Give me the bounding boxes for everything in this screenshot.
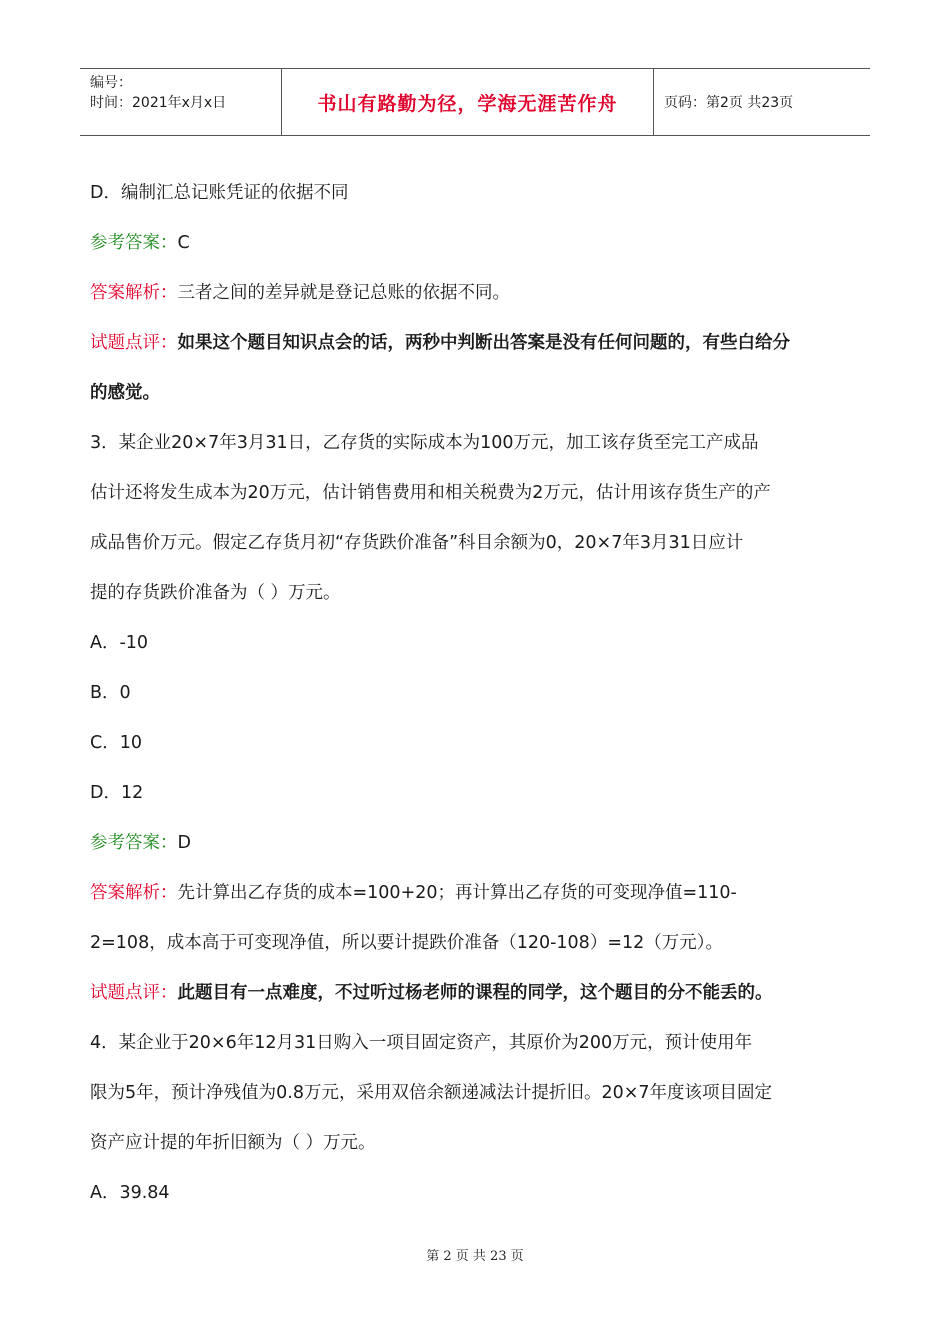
analysis-label: 答案解析： — [90, 883, 178, 903]
answer-analysis-2 — [90, 268, 860, 318]
answer-label: 参考答案： — [90, 233, 178, 253]
comment-3 — [90, 968, 860, 1018]
document-number-label: 编号： — [90, 75, 132, 91]
document-body — [90, 168, 860, 1218]
answer-value: C — [177, 233, 190, 253]
header-page-info: 页码：第2页 共23页 — [664, 95, 794, 111]
question-4-option-a: A．39.84 — [90, 1183, 170, 1203]
question-3-option-b: B．0 — [90, 683, 131, 703]
document-date: 时间：2021年x月x日 — [90, 95, 227, 111]
header-meta — [80, 69, 281, 135]
answer-analysis-3-continued: 2=108，成本高于可变现净值，所以要计提跌价准备（120-108）=12（万元）。 — [90, 933, 723, 953]
analysis-text: 三者之间的差异就是登记总账的依据不同。 — [177, 283, 510, 303]
question-3-option-a: A．-10 — [90, 633, 149, 653]
analysis-text: 先计算出乙存货的成本=100+20；再计算出乙存货的可变现净值=110- — [177, 883, 737, 903]
question-4-line-3: 资产应计提的年折旧额为（ ）万元。 — [90, 1133, 376, 1153]
reference-answer-2 — [90, 218, 860, 268]
answer-analysis-3 — [90, 868, 860, 918]
question-3-line-2: 估计还将发生成本为20万元，估计销售费用和相关税费为2万元，估计用该存货生产的产 — [90, 483, 771, 503]
question-4-line-1: 4．某企业于20×6年12月31日购入一项目固定资产，其原价为200万元，预计使用年 — [90, 1033, 753, 1053]
comment-2-continued: 的感觉。 — [90, 383, 160, 403]
reference-answer-3 — [90, 818, 860, 868]
answer-value: D — [177, 833, 191, 853]
answer-label: 参考答案： — [90, 833, 178, 853]
page-header — [80, 68, 870, 136]
question-3-option-d: D．12 — [90, 783, 144, 803]
comment-text: 此题目有一点难度，不过听过杨老师的课程的同学，这个题目的分不能丢的。 — [177, 983, 773, 1003]
header-motto: 书山有路勤为径，学海无涯苦作舟 — [281, 69, 654, 135]
comment-label: 试题点评： — [90, 333, 178, 353]
question-4-line-2: 限为5年，预计净残值为0.8万元，采用双倍余额递减法计提折旧。20×7年度该项目固定 — [90, 1083, 773, 1103]
question-3-option-c: C．10 — [90, 733, 142, 753]
question-3-line-1: 3．某企业20×7年3月31日，乙存货的实际成本为100万元，加工该存货至完工产成品 — [90, 433, 759, 453]
option-d-previous: D．编制汇总记账凭证的依据不同 — [90, 183, 349, 203]
question-3-line-3: 成品售价万元。假定乙存货月初“存货跌价准备”科目余额为0，20×7年3月31日应计 — [90, 533, 744, 553]
analysis-label: 答案解析： — [90, 283, 178, 303]
comment-text: 如果这个题目知识点会的话，两秒中判断出答案是没有任何问题的，有些白给分 — [177, 333, 790, 353]
comment-label: 试题点评： — [90, 983, 178, 1003]
comment-2 — [90, 318, 860, 368]
page-footer: 第 2 页 共 23 页 — [426, 1249, 524, 1264]
question-3-line-4: 提的存货跌价准备为（ ）万元。 — [90, 583, 341, 603]
